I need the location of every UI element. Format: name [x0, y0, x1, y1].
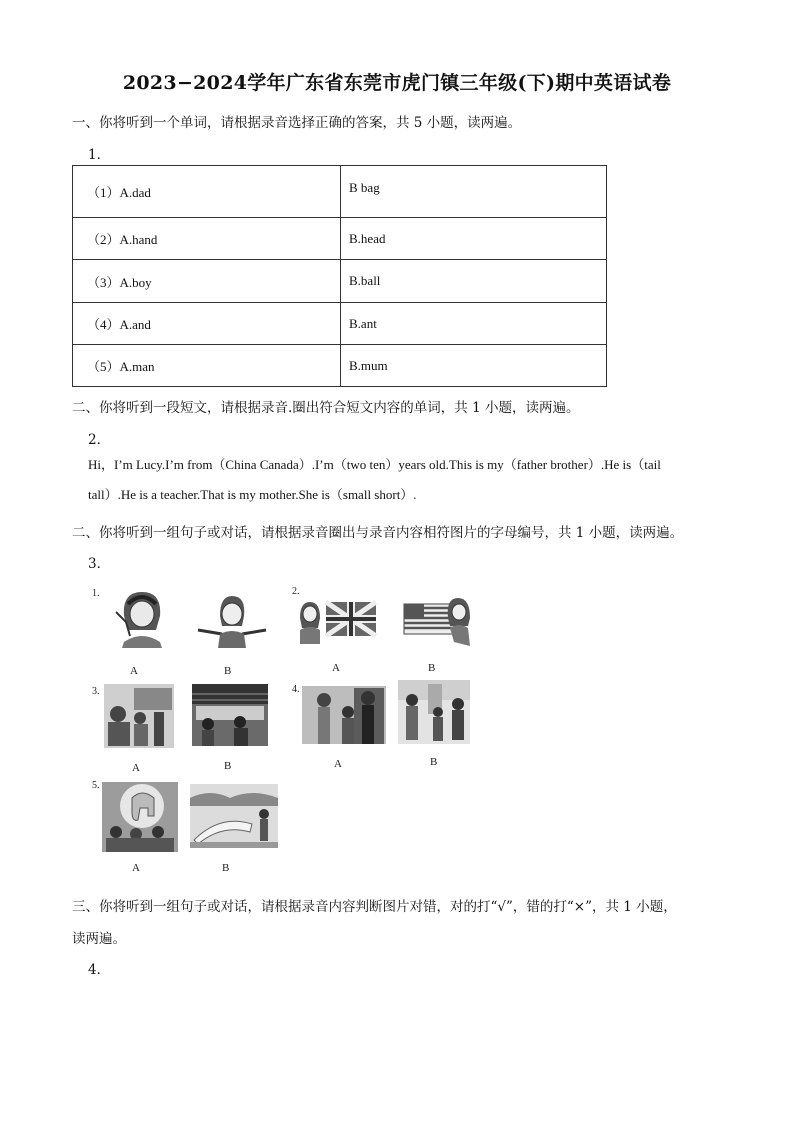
girl-arms-open-image	[194, 594, 270, 648]
table-row	[73, 218, 607, 260]
option-label-b: B	[222, 862, 230, 874]
option-b: B.mum	[341, 345, 607, 387]
option-label-a: A	[334, 758, 342, 770]
girl-us-flag-image	[402, 596, 472, 648]
table-row	[73, 303, 607, 345]
elephant-show-image	[102, 782, 178, 852]
question-2-number: 2．	[88, 432, 111, 448]
option-label-b: B	[224, 665, 232, 677]
page-title: 2023−2024学年广东省东莞市虎门镇三年级(下)期中英语试卷	[122, 72, 672, 94]
table-row	[73, 260, 607, 303]
question-4-number: 4．	[88, 962, 111, 978]
section1-heading: 一、你将听到一个单词，请根据录音选择正确的答案，共 5 小题，读两遍。	[72, 115, 522, 131]
option-a: （3）A.boy	[73, 260, 341, 303]
question-3-number: 3．	[88, 556, 111, 572]
picture-group-number: 3.	[92, 686, 100, 697]
question-1-number: 1．	[88, 147, 111, 163]
option-label-b: B	[430, 756, 438, 768]
option-b: B.ball	[341, 260, 607, 303]
option-a: （1）A.dad	[73, 166, 341, 218]
option-label-a: A	[130, 665, 138, 677]
passage-line-2: tall）.He is a teacher.That is my mother.She is（small short）.	[88, 487, 417, 502]
section4-heading-continued: 读两遍。	[72, 931, 126, 947]
picture-group-number: 2.	[292, 586, 300, 597]
option-label-a: A	[132, 762, 140, 774]
option-label-b: B	[224, 760, 232, 772]
option-b: B.ant	[341, 303, 607, 345]
girl-pointing-image	[108, 586, 172, 648]
table-row	[73, 166, 607, 218]
section2-heading: 二、你将听到一段短文，请根据录音.圈出符合短文内容的单词，共 1 小题，读两遍。	[72, 400, 580, 416]
passage-line-1: Hi，I’m Lucy.I’m from（China Canada）.I’m（two ten）years old.This is my（father brother）.He is（tail	[88, 457, 661, 472]
classroom-scene-image	[104, 684, 174, 748]
section3-heading: 二、你将听到一组句子或对话，请根据录音圈出与录音内容相符图片的字母编号，共 1 小题，读两遍。	[72, 525, 684, 541]
family-photo-image	[398, 680, 470, 744]
family-meeting-image	[302, 686, 386, 744]
table-row	[73, 345, 607, 387]
option-b: B bag	[341, 166, 607, 218]
picture-group-number: 4.	[292, 684, 300, 695]
question-3-pictures	[90, 580, 490, 880]
option-b: B.head	[341, 218, 607, 260]
stage-scene-image	[192, 684, 268, 746]
section4-heading: 三、你将听到一组句子或对话，请根据录音内容判断图片对错，对的打“√”，错的打“×”，共 1 小题，	[72, 899, 677, 915]
girl-uk-flag-image	[298, 598, 378, 644]
option-a: （2）A.hand	[73, 218, 341, 260]
picture-group-number: 5.	[92, 780, 100, 791]
option-a: （4）A.and	[73, 303, 341, 345]
park-slide-image	[190, 784, 278, 848]
question-2-passage	[88, 450, 728, 510]
option-label-a: A	[332, 662, 340, 674]
option-label-a: A	[132, 862, 140, 874]
option-a: （5）A.man	[73, 345, 341, 387]
question-1-table	[72, 165, 607, 387]
picture-group-number: 1.	[92, 588, 100, 599]
option-label-b: B	[428, 662, 436, 674]
